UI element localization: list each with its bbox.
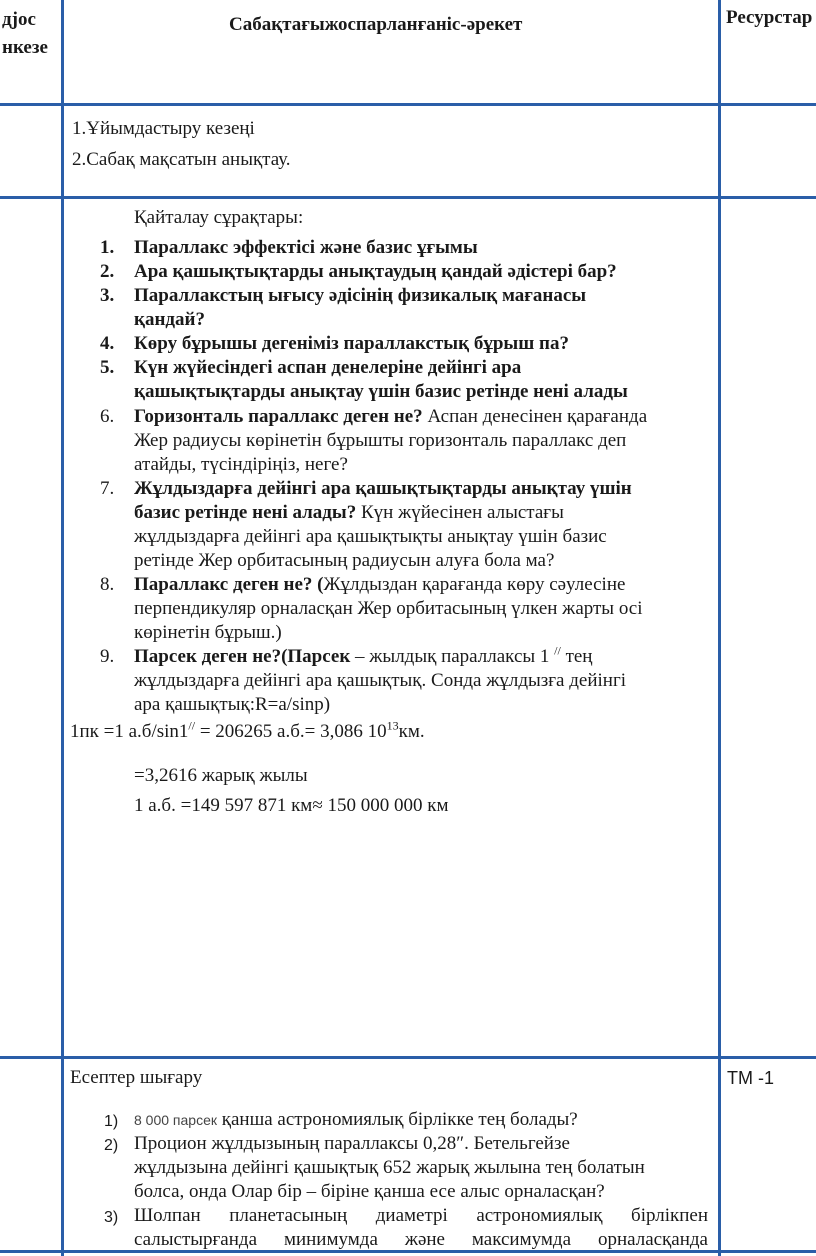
question-plain-part: Жұлдыздан қарағанда көру сәулесіне	[323, 574, 626, 595]
problems-heading: Есептер шығару	[70, 1067, 203, 1088]
formula-parsec	[70, 720, 425, 744]
question-number: 6.	[100, 406, 115, 427]
problem-highlight: 8 000 парсек	[134, 1112, 217, 1128]
exponent: 13	[386, 718, 399, 733]
formula-part: = 206265 а.б.= 3,086 10	[195, 721, 387, 742]
resource-code: ТМ -1	[727, 1068, 774, 1088]
question-bold-part: базис ретінде нені алады?	[134, 502, 357, 523]
question-text: жұлдыздарға дейінгі ара қашықтықты анықтау үшін базис	[134, 526, 607, 547]
grid-line-col2	[718, 0, 721, 1256]
question-text: қандай?	[134, 309, 205, 330]
question-plain-part: – жылдық параллаксы 1	[350, 646, 550, 667]
arcsecond-mark: //	[188, 718, 196, 733]
question-text	[134, 405, 647, 429]
question-bold-part: Горизонталь параллакс деген не?	[134, 406, 423, 427]
question-number: 7.	[100, 478, 115, 499]
org-item-2: 2.Сабақ мақсатын анықтау.	[72, 149, 291, 170]
grid-line-row3	[0, 1056, 816, 1059]
question-text: қашықтықтарды анықтау үшін базис ретінде нені алады	[134, 381, 628, 402]
question-text: Жер радиусы көрінетін бұрышты горизонталь параллакс деп	[134, 430, 627, 451]
grid-line-row2	[0, 196, 816, 199]
question-text: ара қашықтық:R=a/sinp)	[134, 694, 331, 715]
question-number: 9.	[100, 646, 115, 667]
problem-plain: қанша астрономиялық бірлікке тең болады?	[221, 1109, 578, 1130]
question-plain-part: Аспан денесінен қарағанда	[427, 406, 648, 427]
header-stage-line2: нкезе	[2, 37, 48, 58]
question-plain-part: Күн жүйесінен алыстағы	[361, 502, 564, 523]
question-bold-part: Параллакс деген не? (	[134, 574, 324, 595]
question-text	[134, 501, 564, 525]
question-text: Жұлдыздарға дейінгі ара қашықтықтарды анықтау үшін	[134, 478, 632, 499]
question-text: жұлдыздарға дейінгі ара қашықтық. Сонда жұлдызға дейінгі	[134, 670, 627, 691]
question-number: 1.	[100, 237, 115, 258]
question-text: Күн жүйесіндегі аспан денелеріне дейінгі ара	[134, 357, 522, 378]
question-text: Параллакс эффектісі және базис ұғымы	[134, 237, 478, 258]
question-text: ретінде Жер орбитасының радиусын алуға бола ма?	[134, 550, 555, 571]
problem-text: Шолпан планетасының диаметрі астрономиялық бірлікпен	[134, 1205, 708, 1226]
question-plain-part: тең	[565, 646, 593, 667]
question-bold-part: Парсек деген не?(Парсек	[134, 646, 351, 667]
question-text	[134, 573, 625, 597]
question-text: Көру бұрышы дегеніміз параллакстық бұрыш па?	[134, 333, 569, 354]
question-number: 8.	[100, 574, 115, 595]
review-heading: Қайталау сұрақтары:	[134, 207, 304, 228]
question-text: атайды, түсіндіріңіз, неге?	[134, 454, 348, 475]
formula-au: 1 а.б. =149 597 871 км≈ 150 000 000 км	[134, 795, 449, 816]
formula-part: км.	[398, 721, 425, 742]
header-resources: Ресурстар	[726, 7, 813, 28]
question-number: 2.	[100, 261, 115, 282]
formula-part: 1пк =1 а.б/sin1	[70, 721, 189, 742]
question-number: 5.	[100, 357, 115, 378]
problem-number: 3)	[104, 1209, 119, 1226]
question-text: Ара қашықтықтарды анықтаудың қандай әдістері бар?	[134, 261, 617, 282]
question-text: Параллакстың ығысу әдісінің физикалық мағанасы	[134, 285, 587, 306]
problem-text: жұлдызына дейінгі қашықтық 652 жарық жылына тең болатын	[134, 1157, 645, 1178]
problem-text: болса, онда Олар бір – біріне қанша есе алыс орналасқан?	[134, 1181, 605, 1202]
problem-number: 2)	[104, 1137, 119, 1154]
problem-number: 1)	[104, 1113, 119, 1130]
problem-text: салыстырғанда минимумда және максимумда орналасқанда	[134, 1229, 708, 1250]
problem-text	[134, 1108, 578, 1132]
question-text: көрінетін бұрыш.)	[134, 622, 282, 643]
header-planned-activity: Сабақтағыжоспарланғаніс-әрекет	[229, 14, 523, 35]
question-number: 4.	[100, 333, 115, 354]
question-text: перпендикуляр орналасқан Жер орбитасының үлкен жарты осі	[134, 598, 643, 619]
question-number: 3.	[100, 285, 115, 306]
grid-line-row1	[0, 103, 816, 106]
header-stage-line1: дjoc	[2, 9, 36, 30]
org-item-1: 1.Ұйымдастыру кезеңі	[72, 118, 255, 139]
formula-light-years: =3,2616 жарық жылы	[134, 765, 308, 786]
grid-line-col1	[61, 0, 64, 1256]
arcsecond-mark: //	[554, 643, 561, 658]
question-text	[134, 645, 592, 669]
problem-text: Процион жұлдызының параллаксы 0,28″. Бетельгейзе	[134, 1133, 570, 1154]
